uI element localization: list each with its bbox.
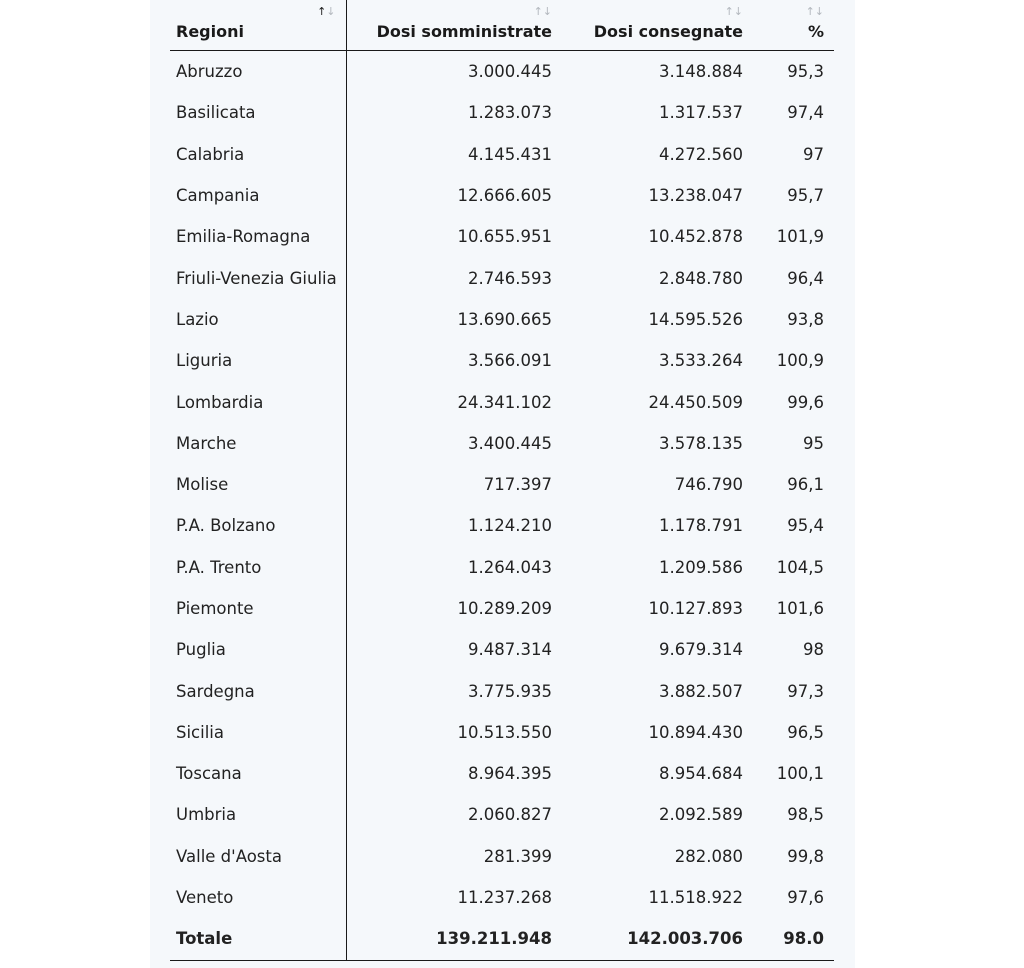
region-name-cell: Campania	[170, 175, 346, 216]
table-row	[170, 670, 834, 711]
dosi-somministrate-cell: 8.964.395	[468, 764, 552, 784]
table-row	[170, 794, 834, 835]
region-name-cell: Umbria	[170, 794, 346, 835]
dosi-consegnate-cell: 10.894.430	[648, 722, 743, 742]
dosi-consegnate-cell: 1.209.586	[659, 557, 743, 577]
region-name-cell: Puglia	[170, 629, 346, 670]
dosi-somministrate-cell: 9.487.314	[468, 640, 552, 660]
percent-cell: 95,4	[787, 516, 824, 536]
column-header-dosi-somministrate[interactable]	[346, 0, 562, 51]
dosi-consegnate-cell: 10.452.878	[648, 227, 743, 247]
dosi-somministrate-cell: 717.397	[483, 475, 552, 495]
sort-icon[interactable]: ↑↓	[805, 5, 824, 18]
percent-cell: 95,7	[787, 186, 824, 206]
dosi-somministrate-cell: 24.341.102	[457, 392, 552, 412]
percent-cell: 99,8	[787, 846, 824, 866]
dosi-consegnate-cell: 3.148.884	[659, 62, 743, 82]
table-row	[170, 175, 834, 216]
dosi-somministrate-cell: 11.237.268	[457, 888, 552, 908]
region-name-cell: Calabria	[170, 134, 346, 175]
region-name-cell: P.A. Trento	[170, 547, 346, 588]
table-row	[170, 629, 834, 670]
sort-icon[interactable]: ↑↓	[724, 5, 743, 18]
percent-cell: 97	[803, 144, 824, 164]
dosi-consegnate-cell: 14.595.526	[648, 309, 743, 329]
region-name-cell: Sardegna	[170, 670, 346, 711]
percent-cell: 97,3	[787, 681, 824, 701]
table-row	[170, 51, 834, 93]
total-dosi-consegnate: 142.003.706	[562, 918, 753, 960]
table-row	[170, 423, 834, 464]
dosi-somministrate-cell: 3.775.935	[468, 681, 552, 701]
column-header-label: Dosi consegnate	[593, 22, 743, 41]
total-label: Totale	[170, 918, 346, 960]
table-row	[170, 547, 834, 588]
dosi-consegnate-cell: 24.450.509	[648, 392, 743, 412]
percent-cell: 96,1	[787, 475, 824, 495]
dosi-consegnate-cell: 282.080	[674, 846, 743, 866]
percent-cell: 93,8	[787, 309, 824, 329]
table-panel	[150, 0, 855, 968]
dosi-somministrate-cell: 4.145.431	[468, 144, 552, 164]
table-row	[170, 299, 834, 340]
dosi-somministrate-cell: 12.666.605	[457, 186, 552, 206]
percent-cell: 95	[803, 433, 824, 453]
table-row	[170, 257, 834, 298]
table-row	[170, 216, 834, 257]
percent-cell: 96,4	[787, 268, 824, 288]
column-header-label: %	[807, 22, 824, 41]
dosi-somministrate-cell: 1.124.210	[468, 516, 552, 536]
region-name-cell: Basilicata	[170, 92, 346, 133]
percent-cell: 98,5	[787, 805, 824, 825]
region-name-cell: Veneto	[170, 877, 346, 918]
percent-cell: 100,9	[776, 351, 824, 371]
table-row	[170, 381, 834, 422]
dosi-consegnate-cell: 8.954.684	[659, 764, 743, 784]
table-row	[170, 753, 834, 794]
dosi-somministrate-cell: 2.746.593	[468, 268, 552, 288]
region-name-cell: Molise	[170, 464, 346, 505]
table-row	[170, 464, 834, 505]
percent-cell: 100,1	[776, 764, 824, 784]
dosi-somministrate-cell: 2.060.827	[468, 805, 552, 825]
dosi-somministrate-cell: 3.400.445	[468, 433, 552, 453]
table-row	[170, 340, 834, 381]
region-name-cell: Friuli-Venezia Giulia	[170, 257, 346, 298]
header-row	[170, 0, 834, 51]
dosi-somministrate-cell: 3.000.445	[468, 62, 552, 82]
dosi-consegnate-cell: 4.272.560	[659, 144, 743, 164]
dosi-consegnate-cell: 10.127.893	[648, 599, 743, 618]
table-row	[170, 712, 834, 753]
region-name-cell: Piemonte	[170, 588, 346, 629]
percent-cell: 99,6	[787, 392, 824, 412]
column-header-dosi-consegnate[interactable]	[562, 0, 753, 51]
region-name-cell: Sicilia	[170, 712, 346, 753]
dosi-consegnate-cell: 3.578.135	[659, 433, 743, 453]
column-header-percent[interactable]	[753, 0, 834, 51]
region-name-cell: Abruzzo	[170, 51, 346, 93]
percent-cell: 98	[803, 640, 824, 660]
percent-cell: 96,5	[787, 722, 824, 742]
region-name-cell: Valle d'Aosta	[170, 836, 346, 877]
table-row	[170, 877, 834, 918]
dosi-consegnate-cell: 9.679.314	[659, 640, 743, 660]
column-header-regioni[interactable]	[170, 0, 346, 51]
percent-cell: 95,3	[787, 62, 824, 82]
table-row	[170, 134, 834, 175]
dosi-somministrate-cell: 3.566.091	[468, 351, 552, 371]
region-name-cell: Toscana	[170, 753, 346, 794]
percent-cell: 97,6	[787, 888, 824, 908]
region-name-cell: Marche	[170, 423, 346, 464]
dosi-somministrate-cell: 1.283.073	[468, 103, 552, 123]
region-name-cell: Lombardia	[170, 381, 346, 422]
sort-icon[interactable]: ↑↓	[317, 5, 336, 18]
percent-cell: 101,9	[776, 227, 824, 247]
dosi-consegnate-cell: 2.848.780	[659, 268, 743, 288]
dosi-consegnate-cell: 1.317.537	[659, 103, 743, 123]
dosi-consegnate-cell: 11.518.922	[648, 888, 743, 908]
table-row	[170, 836, 834, 877]
dosi-consegnate-cell: 2.092.589	[659, 805, 743, 825]
total-row	[170, 918, 834, 960]
column-header-label: Regioni	[176, 22, 244, 41]
percent-cell: 104,5	[776, 557, 824, 577]
dosi-somministrate-cell: 13.690.665	[457, 309, 552, 329]
dosi-consegnate-cell: 746.790	[674, 475, 743, 495]
dosi-consegnate-cell: 3.882.507	[659, 681, 743, 701]
table-row	[170, 588, 834, 629]
vaccine-doses-table	[170, 0, 834, 961]
table-row	[170, 505, 834, 546]
dosi-somministrate-cell: 1.264.043	[468, 557, 552, 577]
region-name-cell: Lazio	[170, 299, 346, 340]
dosi-consegnate-cell: 3.533.264	[659, 351, 743, 371]
region-name-cell: Liguria	[170, 340, 346, 381]
total-percent: 98.0	[753, 918, 834, 960]
sort-icon[interactable]: ↑↓	[533, 5, 552, 18]
dosi-somministrate-cell: 10.513.550	[457, 722, 552, 742]
table-row	[170, 92, 834, 133]
dosi-somministrate-cell: 10.289.209	[457, 599, 552, 618]
column-header-label: Dosi somministrate	[376, 22, 552, 41]
dosi-consegnate-cell: 13.238.047	[648, 186, 743, 206]
total-dosi-somministrate: 139.211.948	[346, 918, 562, 960]
dosi-somministrate-cell: 281.399	[483, 846, 552, 866]
region-name-cell: P.A. Bolzano	[170, 505, 346, 546]
percent-cell: 97,4	[787, 103, 824, 123]
dosi-somministrate-cell: 10.655.951	[457, 227, 552, 247]
region-name-cell: Emilia-Romagna	[170, 216, 346, 257]
dosi-consegnate-cell: 1.178.791	[659, 516, 743, 536]
percent-cell: 101,6	[776, 599, 824, 618]
